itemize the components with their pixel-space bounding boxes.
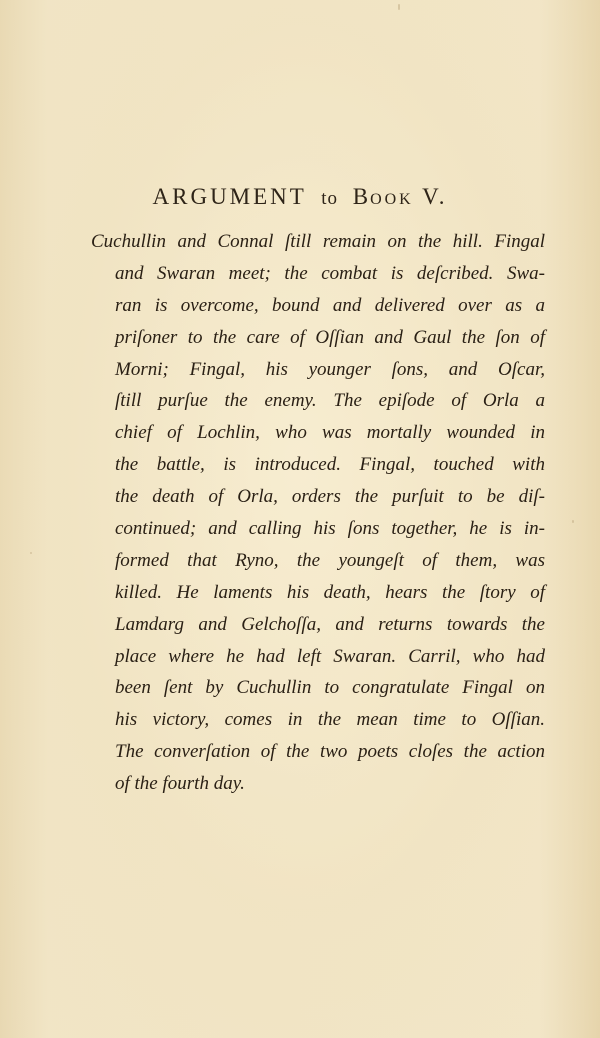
argument-line: priſoner to the care of Oſſian and Gaul the ſon of: [115, 326, 545, 348]
paper-speck: [30, 552, 32, 554]
argument-line: Cuchullin and Connal ſtill remain on the hill. Fingal: [91, 231, 545, 252]
paper-speck: [398, 4, 400, 10]
argument-line: and Swaran meet; the combat is deſcribed. Swa-: [115, 262, 545, 284]
paper-speck: [572, 520, 574, 523]
argument-line: ran is overcome, bound and delivered over as a: [115, 294, 545, 316]
argument-line: place where he had left Swaran. Carril, who had: [115, 645, 545, 667]
argument-line: killed. He laments his death, hears the ſtory of: [115, 581, 545, 603]
argument-line: The converſation of the two poets cloſes the action: [115, 741, 545, 763]
argument-line: chief of Lochlin, who was mortally wounded in: [115, 422, 545, 444]
argument-line: Lamdarg and Gelchoſſa, and returns towards the: [115, 613, 545, 635]
title-book-rest: OOK: [370, 191, 414, 208]
page-title: [0, 184, 600, 210]
title-argument: ARGUMENT: [152, 184, 307, 209]
argument-line: continued; and calling his ſons together, he is in-: [115, 518, 545, 540]
argument-line: his victory, comes in the mean time to Oſſian.: [115, 709, 545, 731]
argument-line: been ſent by Cuchullin to congratulate Fingal on: [115, 677, 545, 699]
title-to: to: [321, 188, 338, 209]
argument-line: the battle, is introduced. Fingal, touched with: [115, 454, 545, 476]
argument-line: of the fourth day.: [115, 773, 245, 795]
title-book-numeral: V.: [422, 184, 448, 209]
argument-text: [91, 226, 545, 800]
argument-line: Morni; Fingal, his younger ſons, and Oſcar,: [115, 358, 545, 380]
argument-line: the death of Orla, orders the purſuit to be diſ-: [115, 486, 545, 508]
argument-line: formed that Ryno, the youngeſt of them, was: [115, 549, 545, 571]
title-book: [353, 184, 414, 209]
argument-line: ſtill purſue the enemy. The epiſode of Orla a: [115, 390, 545, 412]
title-book-initial: B: [352, 184, 371, 209]
